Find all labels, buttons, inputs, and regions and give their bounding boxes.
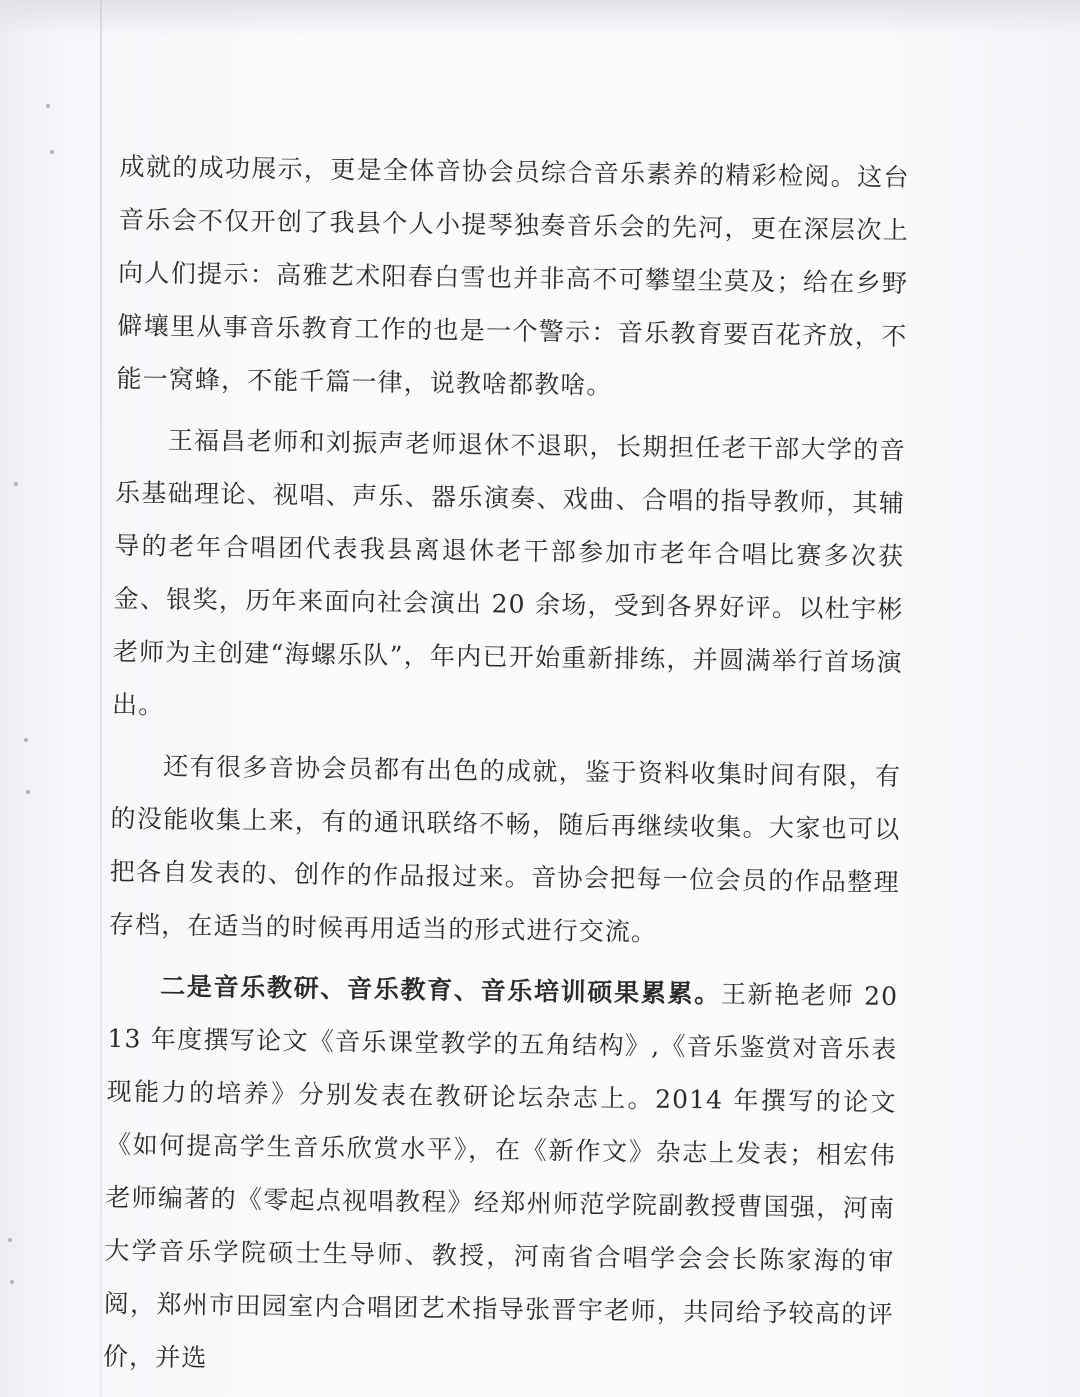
paragraph-teaching-research	[103, 959, 899, 1394]
scan-speck	[14, 482, 18, 486]
scan-speck	[8, 1238, 12, 1242]
document-body	[103, 140, 910, 1394]
scan-speck	[10, 1280, 14, 1284]
scan-speck	[50, 150, 54, 154]
scan-speck	[46, 104, 50, 108]
scan-speck	[26, 790, 30, 794]
section-heading-teaching-research: 二是音乐教研、音乐教育、音乐培训硕果累累。	[159, 971, 722, 1009]
paragraph-member-achievements: 还有很多音协会员都有出色的成就，鉴于资料收集时间有限，有的没能收集上来，有的通讯联络不畅，随后再继续收集。大家也可以把各自发表的、创作的作品报过来。音协会把每一位会员的作品整理存档，在适当的时候再用适当的形式进行交流。	[108, 751, 902, 947]
paragraph-teaching-research-text: 王新艳老师 2013 年度撰写论文《音乐课堂教学的五角结构》,《音乐鉴赏对音乐表现能力的培养》分别发表在教研论坛杂志上。2014 年撰写的论文《如何提高学生音乐欣赏水平》，在《新作文》杂志上发表；相宏伟老师编著的《零起点视唱教程》经郑州师范学院副教授曹国强，河南大学音乐学院硕士生导师、教授，河南省合唱学会会长陈家海的审阅，郑州市田园室内合唱团艺术指导张晋宇老师，共同给予较高的评价，并选	[102, 979, 899, 1373]
paragraph-retired-teachers: 王福昌老师和刘振声老师退休不退职，长期担任老干部大学的音乐基础理论、视唱、声乐、器乐演奏、戏曲、合唱的指导教师，其辅导的老年合唱团代表我县离退休老干部参加市老年合唱比赛多次获金、银奖，历年来面向社会演出 20 余场，受到各界好评。以杜宇彬老师为主创建“海螺乐队”，年内已开始重新排练，并圆满举行首场演出。	[111, 425, 906, 720]
page-top-edge-shadow	[0, 0, 1080, 36]
page-fold-line	[100, 0, 102, 1397]
scan-speck	[24, 738, 28, 742]
paragraph-concert-summary: 成就的成功展示，更是全体音协会员综合音乐素养的精彩检阅。这台音乐会不仅开创了我县个人小提琴独奏音乐会的先河，更在深层次上向人们提示：高雅艺术阳春白雪也并非高不可攀望尘莫及；给在乡野僻壤里从事音乐教育工作的也是一个警示：音乐教育要百花齐放，不能一窝蜂，不能千篇一律，说教啥都教啥。	[116, 151, 910, 400]
